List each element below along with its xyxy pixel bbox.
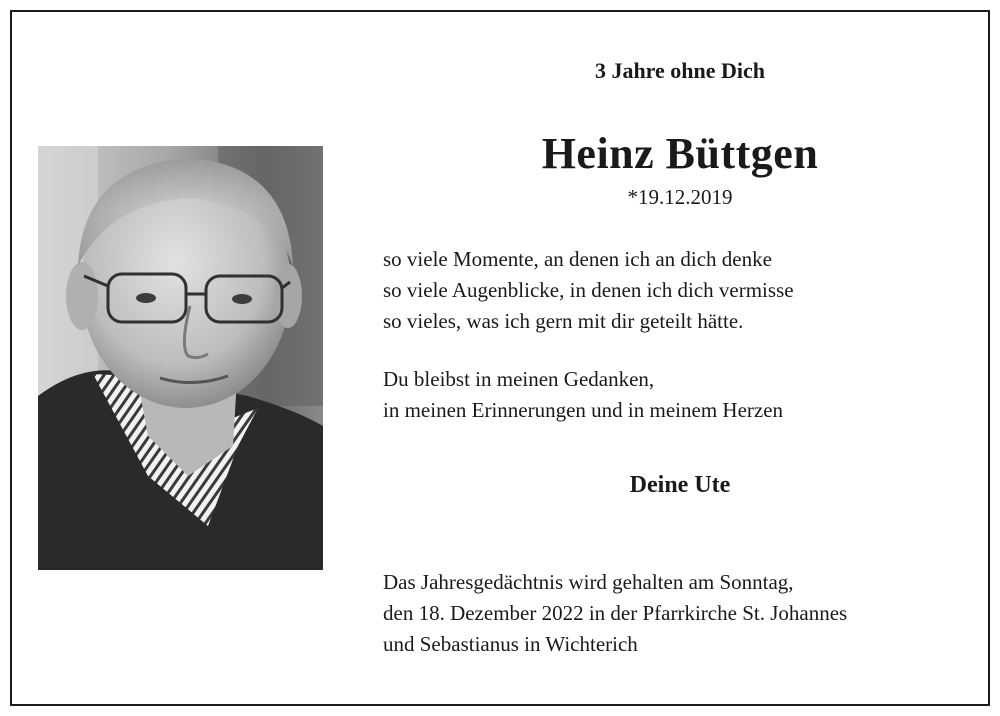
poem-stanza-2: [383, 364, 794, 426]
poem: [383, 244, 794, 453]
date-line: *19.12.2019: [627, 185, 733, 209]
notice-line: und Sebastianus in Wichterich: [383, 632, 638, 656]
notice-line: Das Jahresgedächtnis wird gehalten am Sonntag,: [383, 570, 794, 594]
notice-line: den 18. Dezember 2022 in der Pfarrkirche St. Johannes: [383, 601, 848, 625]
memorial-notice: [383, 567, 847, 660]
poem-line: so viele Momente, an denen ich an dich denke: [383, 247, 772, 271]
poem-stanza-1: [383, 244, 794, 337]
poem-line: in meinen Erinnerungen und in meinem Herzen: [383, 398, 784, 422]
signature: Deine Ute: [629, 472, 731, 498]
poem-line: so vieles, was ich gern mit dir geteilt hätte.: [383, 309, 744, 333]
poem-line: Du bleibst in meinen Gedanken,: [383, 367, 655, 391]
poem-line: so viele Augenblicke, in denen ich dich vermisse: [383, 278, 794, 302]
deceased-name: Heinz Büttgen: [541, 129, 819, 178]
anniversary-heading: 3 Jahre ohne Dich: [594, 58, 766, 83]
portrait-photo: [38, 146, 323, 570]
